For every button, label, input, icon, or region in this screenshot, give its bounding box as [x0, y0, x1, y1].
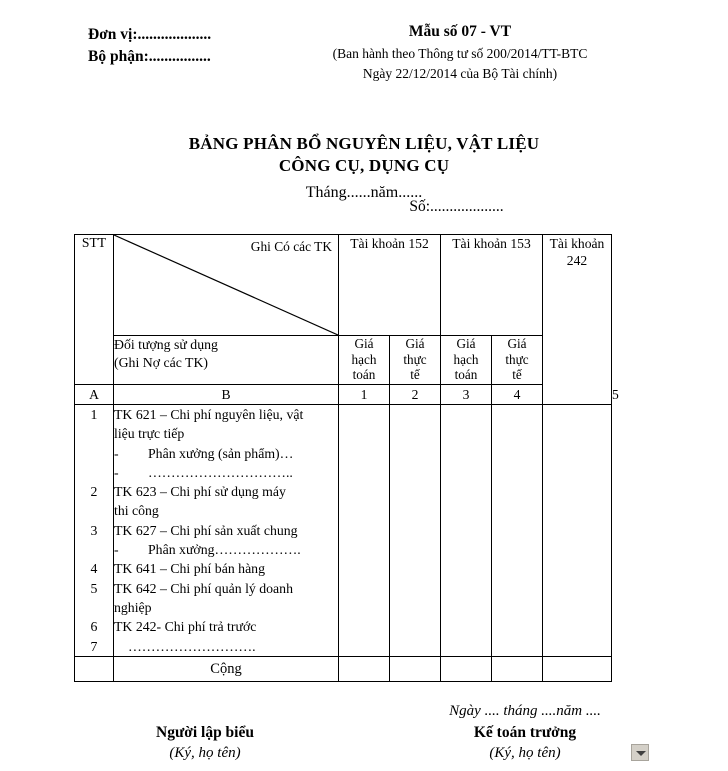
total-cell-1[interactable] [339, 656, 390, 681]
header-cell-account-152: Tài khoản 152 [339, 235, 441, 336]
stt-blank-2 [75, 444, 113, 463]
line-workshop [114, 540, 338, 559]
header-cell-account-153: Tài khoản 153 [441, 235, 543, 336]
table-header-row-subcolumns [75, 336, 612, 385]
header-cell-diagonal [114, 235, 339, 336]
column-index-3: 3 [441, 385, 492, 405]
line-dots-2: ………………………. [128, 638, 256, 654]
column-index-b: B [114, 385, 339, 405]
signature-date-line: Ngày .... tháng ....năm .... [449, 703, 601, 719]
stt-2: 2 [90, 484, 98, 500]
table-total-row [75, 656, 612, 681]
line-workshop-product [114, 444, 338, 463]
signature-block-preparer [60, 722, 350, 764]
sub-2-part-3: tế [410, 367, 420, 382]
table-column-index-row: A B 1 2 3 4 5 [75, 385, 612, 405]
document-header [0, 0, 728, 100]
page-title-line2: CÔNG CỤ, DỤNG CỤ [278, 156, 450, 175]
sub-1-part-3: toán [352, 367, 376, 382]
body-cell-value-1[interactable] [339, 405, 390, 657]
object-header-line2: (Ghi Nợ các TK) [114, 355, 209, 370]
header-cell-account-242 [543, 235, 612, 405]
stt-blank-4 [75, 501, 113, 520]
workshop-text: Phân xưởng………………. [148, 542, 301, 558]
dots-text-1: ………………………….. [148, 464, 293, 480]
stt-blank-6 [75, 598, 113, 617]
stt-1: 1 [90, 407, 98, 422]
line-tk242: TK 242- Chi phí trả trước [114, 619, 257, 635]
stt-4: 4 [90, 561, 98, 577]
line-tk627: TK 627 – Chi phí sản xuất chung [114, 522, 298, 538]
period-line: Tháng......năm...... [305, 184, 423, 201]
stt-5: 5 [90, 580, 98, 596]
form-code: Mẫu số 07 - VT [408, 23, 512, 40]
sub-1-part-2: hạch [351, 351, 377, 367]
body-cell-value-2[interactable] [390, 405, 441, 657]
line-tk623-a: TK 623 – Chi phí sử dụng máy [114, 484, 286, 500]
workshop-product-text: Phân xưởng (sản phẩm)… [148, 445, 294, 461]
header-cell-sub-1 [339, 336, 390, 385]
line-tk642-b: nghiệp [114, 599, 152, 615]
preparer-role: Người lập biểu [156, 724, 254, 741]
credit-accounts-label: Ghi Có các TK [250, 239, 332, 254]
unit-line: Đơn vị:................... [88, 26, 212, 43]
line-tk642-a: TK 642 – Chi phí quản lý doanh [114, 580, 293, 596]
column-index-4: 4 [492, 385, 543, 405]
account-242-text: Tài khoản 242 [549, 236, 605, 268]
line-dots-1 [114, 463, 338, 482]
body-cell-value-4[interactable] [492, 405, 543, 657]
header-cell-stt: STT [75, 235, 114, 385]
form-issue-line: (Ban hành theo Thông tư số 200/2014/TT-BTC [332, 46, 588, 61]
line-tk641: TK 641 – Chi phí bán hàng [114, 561, 265, 577]
page-title-line1: BẢNG PHÂN BỔ NGUYÊN LIỆU, VẬT LIỆU [188, 134, 540, 153]
line-tk621-a: TK 621 – Chi phí nguyên liệu, vật [114, 407, 304, 422]
triangle-down-icon [636, 751, 646, 756]
column-index-2: 2 [390, 385, 441, 405]
table-header-row-accounts [75, 235, 612, 336]
document-number: Số:................... [409, 198, 504, 215]
sub-4-part-3: tế [512, 367, 522, 382]
sub-4-part-1: Giá [507, 336, 527, 351]
stt-6: 6 [90, 619, 98, 635]
dash-bullet-1: - [114, 445, 119, 461]
sub-3-part-3: toán [454, 367, 478, 382]
header-cell-object [114, 336, 339, 385]
object-header-line1: Đối tượng sử dụng [114, 337, 218, 352]
total-cell-stt [75, 656, 114, 681]
line-tk621-b: liệu trực tiếp [114, 426, 185, 442]
body-cell-value-3[interactable] [441, 405, 492, 657]
department-line: Bộ phận:................ [88, 48, 211, 65]
sub-1-part-1: Giá [354, 336, 374, 351]
form-reference-block [300, 22, 620, 84]
column-index-a: A [75, 385, 114, 405]
sub-4-part-2: thực [505, 351, 529, 367]
dash-bullet-3: - [114, 542, 119, 558]
signature-block-chief-accountant [400, 722, 650, 764]
line-tk623-b: thi công [114, 503, 159, 519]
header-cell-sub-3 [441, 336, 492, 385]
title-block [0, 133, 728, 205]
sub-2-part-2: thực [403, 351, 427, 367]
column-index-1: 1 [339, 385, 390, 405]
stt-3: 3 [90, 522, 98, 538]
body-cell-stt-numbers [75, 405, 114, 657]
total-cell-3[interactable] [441, 656, 492, 681]
stt-blank-5 [75, 540, 113, 559]
sub-3-part-1: Giá [456, 336, 476, 351]
sub-2-part-1: Giá [405, 336, 425, 351]
total-label: Cộng [114, 656, 339, 681]
stt-blank-1 [75, 424, 113, 443]
header-cell-sub-2 [390, 336, 441, 385]
chief-accountant-role: Kế toán trưởng [473, 724, 577, 741]
chief-accountant-note: (Ký, họ tên) [489, 745, 561, 761]
total-cell-4[interactable] [492, 656, 543, 681]
sub-3-part-2: hạch [453, 351, 479, 367]
total-cell-2[interactable] [390, 656, 441, 681]
stt-7: 7 [90, 638, 98, 654]
body-cell-objects [114, 405, 339, 657]
table-body-row [75, 405, 612, 657]
total-cell-5[interactable] [543, 656, 612, 681]
dash-bullet-2: - [114, 464, 119, 480]
form-date-line: Ngày 22/12/2014 của Bộ Tài chính) [362, 66, 558, 81]
stt-blank-3 [75, 463, 113, 482]
allocation-table [74, 234, 619, 682]
scroll-down-button[interactable] [631, 744, 649, 761]
unit-info-block [88, 24, 211, 68]
preparer-note: (Ký, họ tên) [169, 745, 241, 761]
body-cell-value-5[interactable] [543, 405, 612, 657]
header-cell-sub-4 [492, 336, 543, 385]
